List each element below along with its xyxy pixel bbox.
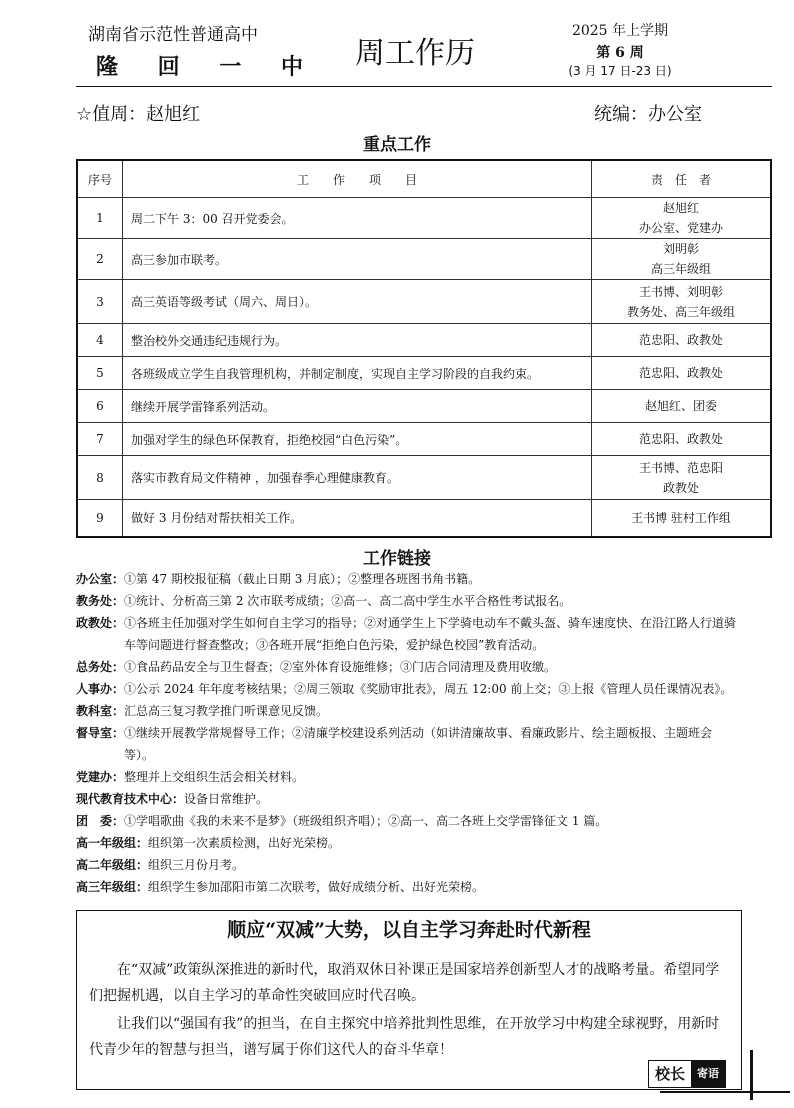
school-name: 隆 回 一 中 xyxy=(96,55,319,80)
table-row xyxy=(77,280,771,324)
date-range: (3 月 17 日-23 日) xyxy=(568,64,672,78)
row-number: 3 xyxy=(77,280,123,324)
dept-label: 高二年级组： xyxy=(76,858,149,872)
term-label: 2025 年上学期 xyxy=(571,23,669,39)
list-item xyxy=(76,788,742,810)
work-item: 高三英语等级考试（周六、周日）。 xyxy=(123,280,592,324)
list-item xyxy=(76,568,742,590)
work-item: 加强对学生的绿色环保教育，拒绝校园“白色污染”。 xyxy=(123,423,592,456)
table-row xyxy=(77,390,771,423)
table-row xyxy=(77,198,771,239)
work-item: 做好 3 月份结对帮扶相关工作。 xyxy=(123,500,592,537)
row-number: 1 xyxy=(77,198,123,239)
header-divider xyxy=(76,86,772,87)
column-header-responsible: 责 任 者 xyxy=(592,160,772,198)
badge-message-label: 寄语 xyxy=(691,1061,725,1087)
list-item xyxy=(76,590,742,612)
responsible-cell xyxy=(592,390,772,423)
table-row xyxy=(77,239,771,280)
responsible-primary: 刘明彰 xyxy=(662,242,699,256)
dept-label: 教科室： xyxy=(76,704,125,718)
responsible-cell xyxy=(592,280,772,324)
responsible-primary: 范忠阳、政教处 xyxy=(638,432,723,446)
message-paragraph-2: 让我们以“强国有我”的担当，在自主探究中培养批判性思维，在开放学习中构建全球视野，用新时代青少年的智慧与担当，谱写属于你们这代人的奋斗华章！ xyxy=(89,1016,720,1058)
responsible-secondary: 政教处 xyxy=(662,480,699,495)
dept-label: 总务处： xyxy=(76,660,125,674)
list-item xyxy=(76,766,742,788)
dept-tasks: 汇总高三复习教学推门听课意见反馈。 xyxy=(124,704,329,718)
table-row xyxy=(77,500,771,537)
list-item xyxy=(76,832,742,854)
dept-label: 政教处： xyxy=(76,616,125,630)
responsible-primary: 范忠阳、政教处 xyxy=(638,333,723,347)
responsible-primary: 赵旭红 xyxy=(662,201,699,215)
dept-label: 团 委： xyxy=(76,814,125,828)
work-links-list xyxy=(76,568,742,898)
work-item: 整治校外交通违纪违规行为。 xyxy=(123,324,592,357)
school-province-label: 湖南省示范性普通高中 xyxy=(88,25,258,45)
row-number: 9 xyxy=(77,500,123,537)
dept-tasks: 组织三月份月考。 xyxy=(148,858,245,872)
responsible-cell xyxy=(592,423,772,456)
responsible-cell xyxy=(592,357,772,390)
badge-principal-label: 校长 xyxy=(655,1065,686,1083)
responsible-secondary: 高三年级组 xyxy=(650,262,711,276)
row-number: 6 xyxy=(77,390,123,423)
list-item xyxy=(76,722,742,766)
responsible-cell xyxy=(592,456,772,500)
responsible-cell xyxy=(592,324,772,357)
row-number: 2 xyxy=(77,239,123,280)
dept-label: 督导室： xyxy=(76,726,125,740)
dept-tasks: ①学唱歌曲《我的未来不是梦》（班级组织齐唱）；②高一、高二各班上交学雷锋征文 1 篇。 xyxy=(124,814,608,828)
table-row xyxy=(77,423,771,456)
dept-label: 高一年级组： xyxy=(76,836,149,850)
row-number: 5 xyxy=(77,357,123,390)
dept-tasks: 整理并上交组织生活会相关材料。 xyxy=(124,770,305,784)
table-header-row xyxy=(77,160,771,198)
principal-badge xyxy=(648,1060,726,1088)
page-title: 周工作历 xyxy=(355,36,475,71)
row-number: 8 xyxy=(77,456,123,500)
responsible-primary: 王书博、范忠阳 xyxy=(638,460,723,475)
work-item: 高三参加市联考。 xyxy=(123,239,592,280)
responsible-primary: 王书博 驻村工作组 xyxy=(631,510,731,525)
dept-label: 教务处： xyxy=(76,594,125,608)
dept-label: 高三年级组： xyxy=(76,880,149,894)
duty-person: ☆值周：赵旭红 xyxy=(76,104,201,125)
dept-tasks: ①继续开展教学常规督导工作；②清廉学校建设系列活动（如讲清廉故事、看廉政影片、绘主题板报、主题班会等）。 xyxy=(124,726,713,762)
corner-horizontal-line xyxy=(660,1091,790,1093)
work-item: 周二下午 3：00 召开党委会。 xyxy=(123,198,592,239)
key-work-title: 重点工作 xyxy=(363,135,431,155)
key-work-table xyxy=(76,159,772,538)
list-item xyxy=(76,612,742,656)
dept-label: 党建办： xyxy=(76,770,125,784)
list-item xyxy=(76,656,742,678)
responsible-cell xyxy=(592,239,772,280)
work-links-title: 工作链接 xyxy=(363,549,431,569)
column-header-item: 工 作 项 目 xyxy=(123,160,592,198)
dept-tasks: 组织学生参加邵阳市第二次联考，做好成绩分析、出好光荣榜。 xyxy=(148,880,485,894)
dept-tasks: ①统计、分析高三第 2 次市联考成绩；②高一、高二高中学生水平合格性考试报名。 xyxy=(124,594,572,608)
responsible-cell xyxy=(592,198,772,239)
row-number: 4 xyxy=(77,324,123,357)
responsible-primary: 赵旭红、团委 xyxy=(644,399,717,413)
row-number: 7 xyxy=(77,423,123,456)
message-title: 顺应“双减”大势，以自主学习奔赴时代新程 xyxy=(227,919,591,941)
list-item xyxy=(76,678,742,700)
responsible-secondary: 办公室、党建办 xyxy=(638,221,723,235)
list-item xyxy=(76,854,742,876)
principal-message-box xyxy=(76,910,742,1090)
responsible-primary: 王书博、刘明彰 xyxy=(638,284,723,299)
work-item: 落实市教育局文件精神 ，加强春季心理健康教育。 xyxy=(123,456,592,500)
dept-tasks: ①各班主任加强对学生如何自主学习的指导；②对通学生上下学骑电动车不戴头盔、骑车速度快、在沿江路人行道骑车等问题进行督查整改；③各班开展“拒绝白色污染，爱护绿色校园”教育活动。 xyxy=(124,616,737,652)
responsible-secondary: 教务处、高三年级组 xyxy=(626,304,735,319)
dept-tasks: ①第 47 期校报征稿（截止日期 3 月底）；②整理各班图书角书籍。 xyxy=(124,572,481,586)
table-row xyxy=(77,456,771,500)
dept-tasks: ①食品药品安全与卫生督查；②室外体育设施维修；③门店合同清理及费用收缴。 xyxy=(124,660,557,674)
dept-tasks: 组织第一次素质检测，出好光荣榜。 xyxy=(148,836,341,850)
list-item xyxy=(76,810,742,832)
column-header-no: 序号 xyxy=(77,160,123,198)
dept-tasks: ①公示 2024 年年度考核结果；②周三领取《奖励审批表》，周五 12:00 前上交；③上报《管理人员任课情况表》。 xyxy=(124,682,733,696)
work-item: 继续开展学雷锋系列活动。 xyxy=(123,390,592,423)
responsible-cell xyxy=(592,500,772,537)
table-row xyxy=(77,324,771,357)
responsible-primary: 范忠阳、政教处 xyxy=(638,366,723,380)
dept-label: 办公室： xyxy=(76,572,125,586)
dept-label: 现代教育技术中心： xyxy=(76,792,185,806)
list-item xyxy=(76,700,742,722)
table-row xyxy=(77,357,771,390)
work-item: 各班级成立学生自我管理机构，并制定制度，实现自主学习阶段的自我约束。 xyxy=(123,357,592,390)
message-paragraph-1: 在“双减”政策纵深推进的新时代，取消双休日补课正是国家培养创新型人才的战略考量。希望同学们把握机遇，以自主学习的革命性突破回应时代召唤。 xyxy=(89,962,720,1004)
editor-label: 统编：办公室 xyxy=(594,104,702,125)
week-label: 第 6 周 xyxy=(596,45,644,61)
dept-label: 人事办： xyxy=(76,682,125,696)
list-item xyxy=(76,876,742,898)
dept-tasks: 设备日常维护。 xyxy=(184,792,269,806)
